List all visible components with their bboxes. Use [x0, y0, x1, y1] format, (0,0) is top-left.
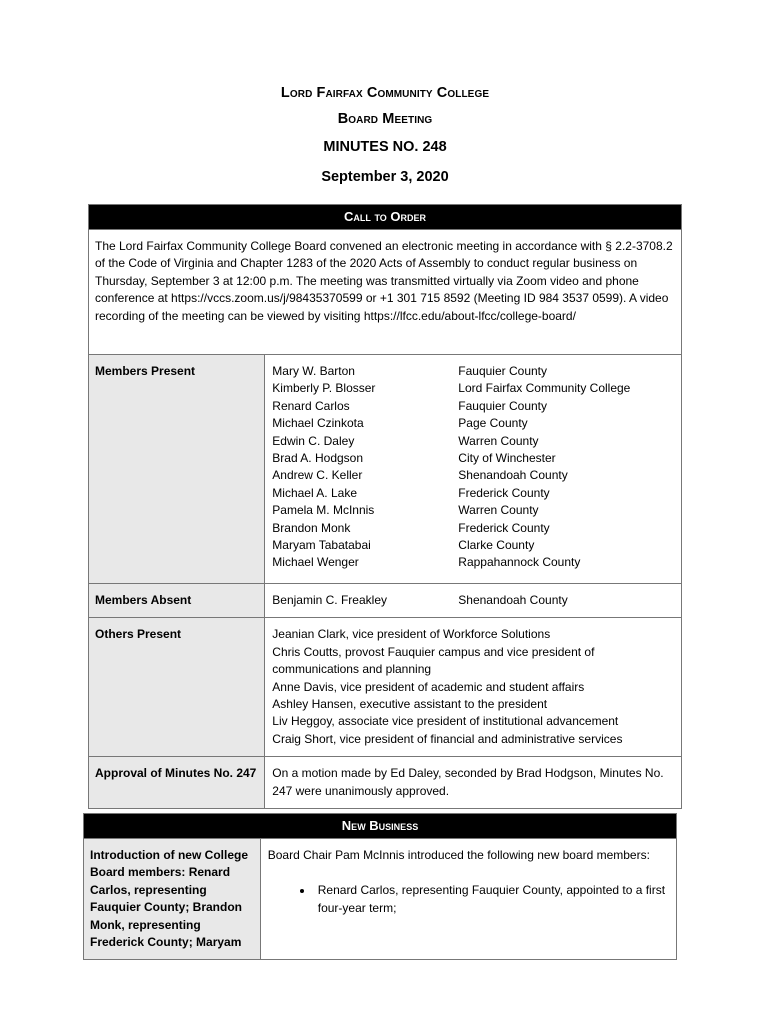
- approval-label: Approval of Minutes No. 247: [89, 757, 265, 809]
- new-business-label: Introduction of new College Board members: Renard Carlos, representing Fauquier County; Brandon Monk, representing Frederick County; Maryam: [84, 839, 261, 960]
- minutes-number: MINUTES NO. 248: [323, 139, 447, 155]
- new-business-item: • Renard Carlos, representing Fauquier County, appointed to a first four-year term;: [314, 882, 669, 917]
- member-name: Edwin C. Daley: [272, 433, 355, 448]
- member-name: Brandon Monk: [272, 520, 351, 535]
- member-county: Lord Fairfax Community College: [458, 381, 631, 396]
- member-county: Shenandoah County: [458, 468, 568, 483]
- member-names: [272, 363, 458, 572]
- absent-member-name: Benjamin C. Freakley: [272, 593, 387, 607]
- new-business-content: [260, 839, 676, 960]
- member-name: Michael Wenger: [272, 555, 359, 570]
- call-to-order-heading: Call to Order: [89, 205, 682, 230]
- other-person: Chris Coutts, provost Fauquier campus and vice president of communications and planning: [272, 644, 595, 677]
- college-name: Lord Fairfax Community College: [280, 85, 490, 101]
- member-county: City of Winchester: [458, 450, 556, 465]
- other-person: Anne Davis, vice president of academic and student affairs: [272, 679, 585, 694]
- absent-member-county: Shenandoah County: [458, 593, 568, 607]
- member-name: Brad A. Hodgson: [272, 450, 364, 465]
- member-counties: [458, 363, 630, 572]
- member-county: Fauquier County: [458, 398, 547, 413]
- document-title: [0, 80, 770, 192]
- call-to-order-text: The Lord Fairfax Community College Board convened an electronic meeting in accordance with § 2.2-3708.2 of the Code of Virginia and Chapter 1283 of the 2020 Acts of Assembly to conduct regular business on Thursday, September 3 at 12:00 p.m. The meeting was transmitted virtually via Zoom video and phone conference at https://vccs.zoom.us/j/98435370599 or +1 301 715 8592 (Meeting ID 984 3537 0599). A video recording of the meeting can be viewed by visiting https://lfcc.edu/about-lfcc/college-board/: [89, 230, 682, 355]
- member-county: Warren County: [458, 433, 539, 448]
- meeting-name: Board Meeting: [337, 111, 433, 127]
- member-county: Frederick County: [458, 520, 550, 535]
- member-county: Warren County: [458, 503, 539, 518]
- member-county: Rappahannock County: [458, 555, 581, 570]
- member-name: Pamela M. McInnis: [272, 503, 375, 518]
- other-person: Liv Heggoy, associate vice president of institutional advancement: [272, 714, 619, 729]
- member-name: Maryam Tabatabai: [272, 537, 371, 552]
- member-county: Clarke County: [458, 537, 535, 552]
- other-person: Jeanian Clark, vice president of Workforce Solutions: [272, 627, 551, 642]
- approval-text: On a motion made by Ed Daley, seconded by Brad Hodgson, Minutes No. 247 were unanimously approved.: [265, 757, 682, 809]
- others-present-label: Others Present: [89, 618, 265, 757]
- member-county: Page County: [458, 416, 528, 431]
- members-absent-list: [265, 584, 682, 618]
- member-name: Michael Czinkota: [272, 416, 364, 431]
- other-person: Craig Short, vice president of financial and administrative services: [272, 731, 623, 746]
- members-absent-label: Members Absent: [89, 584, 265, 618]
- new-business-heading: New Business: [84, 814, 677, 839]
- members-present-list: [265, 355, 682, 584]
- member-name: Michael A. Lake: [272, 485, 357, 500]
- other-person: Ashley Hansen, executive assistant to the president: [272, 697, 548, 712]
- new-business-intro: Board Chair Pam McInnis introduced the following new board members:: [267, 848, 650, 862]
- member-county: Fauquier County: [458, 364, 547, 378]
- meeting-date: September 3, 2020: [321, 169, 449, 185]
- member-name: Renard Carlos: [272, 398, 350, 413]
- member-name: Andrew C. Keller: [272, 468, 363, 483]
- new-business-table: [83, 813, 677, 960]
- minutes-table: [88, 204, 682, 809]
- member-county: Frederick County: [458, 485, 550, 500]
- members-present-label: Members Present: [89, 355, 265, 584]
- member-name: Mary W. Barton: [272, 364, 355, 378]
- others-present-list: [265, 618, 682, 757]
- member-name: Kimberly P. Blosser: [272, 381, 376, 396]
- new-business-list: [268, 882, 669, 917]
